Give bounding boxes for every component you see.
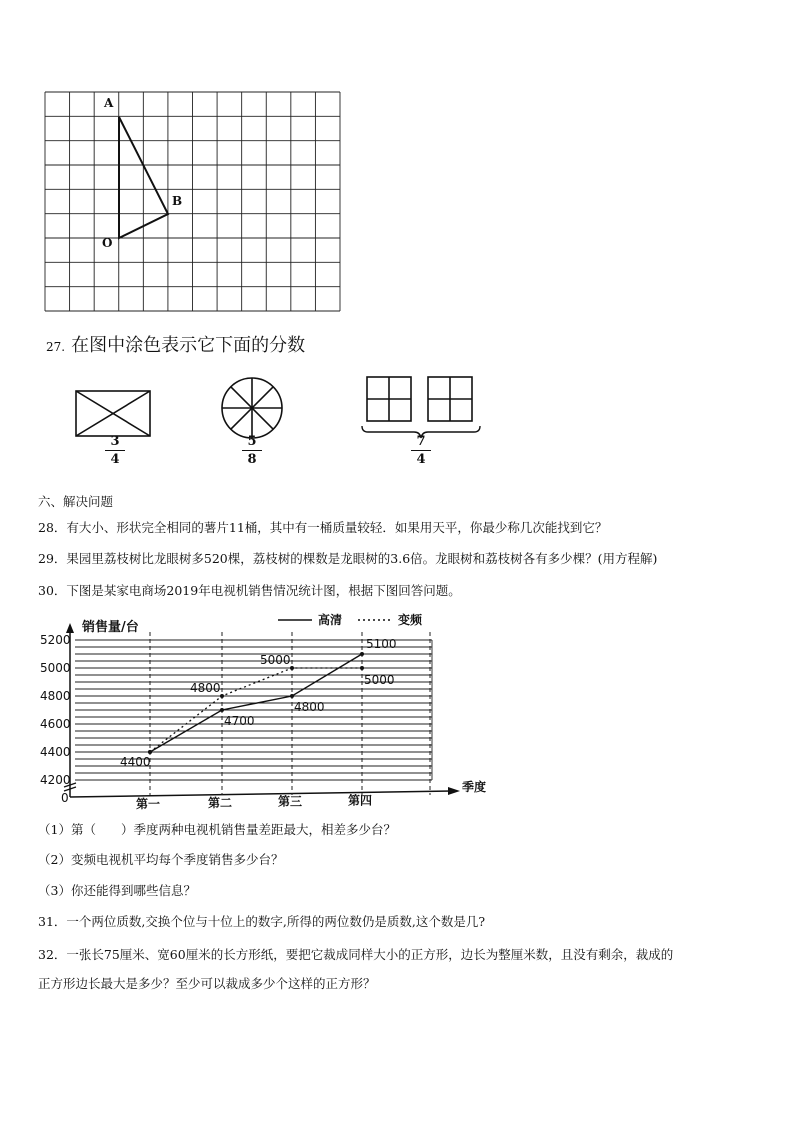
data-label: 4800 — [190, 681, 221, 695]
fraction-numerator: 3 — [110, 434, 120, 449]
question-30-sub2: （2）变频电视机平均每个季度销售多少台？ — [38, 852, 284, 867]
y-axis-arrow — [66, 623, 74, 633]
question-29: 29．果园里荔枝树比龙眼树多520棵，荔枝树的棵数是龙眼树的3.6倍。龙眼树和荔枝树各有多少棵？(用方程解) — [38, 551, 658, 566]
series-point — [220, 694, 224, 698]
series-point — [220, 708, 224, 712]
y-tick-label: 4200 — [40, 773, 71, 787]
data-label: 4400 — [120, 755, 151, 769]
legend-label: 高清 — [318, 613, 343, 627]
sales-line-chart — [0, 605, 794, 820]
x-tick-label: 第三 — [278, 794, 303, 809]
fraction-denominator: 4 — [110, 452, 120, 467]
y-tick-label: 4600 — [40, 717, 71, 731]
data-label: 4800 — [294, 700, 325, 714]
fraction-numerator: 7 — [416, 434, 426, 449]
series-point — [360, 666, 364, 670]
two-squares-quarters — [367, 377, 472, 421]
question-30: 30．下图是某家电商场2019年电视机销售情况统计图，根据下图回答问题。 — [38, 583, 461, 598]
point-label-o: O — [102, 236, 113, 250]
section-title: 六、解决问题 — [38, 494, 114, 509]
fraction-figures — [0, 370, 794, 490]
x-axis — [70, 791, 452, 797]
series-point — [290, 694, 294, 698]
y-axis-title: 销售量/台 — [82, 620, 139, 635]
grid-figure — [0, 0, 794, 330]
fraction-3-4 — [103, 434, 127, 467]
x-axis-arrow — [448, 787, 460, 795]
legend-label: 变频 — [398, 613, 423, 627]
fraction-numerator: 5 — [247, 434, 257, 449]
point-label-a: A — [104, 96, 114, 110]
question-32-line2: 正方形边长最大是多少？至少可以裁成多少个这样的正方形？ — [38, 976, 376, 991]
y-tick-label: 5200 — [40, 633, 71, 647]
question-30-sub3: （3）你还能得到哪些信息？ — [38, 883, 196, 898]
rectangle-quarters — [76, 391, 150, 436]
question-27-text: 在图中涂色表示它下面的分数 — [71, 335, 306, 356]
y-tick-label: 5000 — [40, 661, 71, 675]
data-label: 4700 — [224, 714, 255, 728]
question-32-line1: 32．一张长75厘米、宽60厘米的长方形纸，要把它裁成同样大小的正方形，边长为整厘米数，且没有剩余，裁成的 — [38, 947, 674, 962]
fraction-5-8 — [240, 434, 264, 467]
data-label: 5000 — [364, 673, 395, 687]
data-label: 5000 — [260, 653, 291, 667]
y-zero-label: 0 — [61, 791, 69, 805]
question-27 — [46, 334, 305, 359]
question-28: 28．有大小、形状完全相同的薯片11桶，其中有一桶质量较轻．如果用天平，你最少称几次能找到它？ — [38, 520, 608, 535]
x-tick-label: 第二 — [208, 795, 233, 810]
data-label: 5100 — [366, 637, 397, 651]
y-tick-label: 4400 — [40, 745, 71, 759]
series-point — [148, 750, 152, 754]
series-point — [360, 652, 364, 656]
question-27-number: 27. — [46, 340, 66, 354]
x-tick-label: 第一 — [136, 797, 161, 811]
fraction-denominator: 8 — [247, 452, 257, 467]
question-30-sub1: （1）第（ ）季度两种电视机销售量差距最大，相差多少台？ — [38, 822, 396, 837]
point-label-b: B — [172, 194, 183, 208]
series-point — [290, 666, 294, 670]
x-axis-title: 季度 — [462, 780, 487, 794]
x-tick-label: 第四 — [348, 793, 373, 808]
question-31: 31．一个两位质数,交换个位与十位上的数字,所得的两位数仍是质数,这个数是几? — [38, 914, 486, 929]
fraction-denominator: 4 — [416, 452, 426, 467]
y-tick-label: 4800 — [40, 689, 71, 703]
fraction-7-4 — [409, 434, 433, 467]
circle-eighths — [222, 378, 282, 438]
